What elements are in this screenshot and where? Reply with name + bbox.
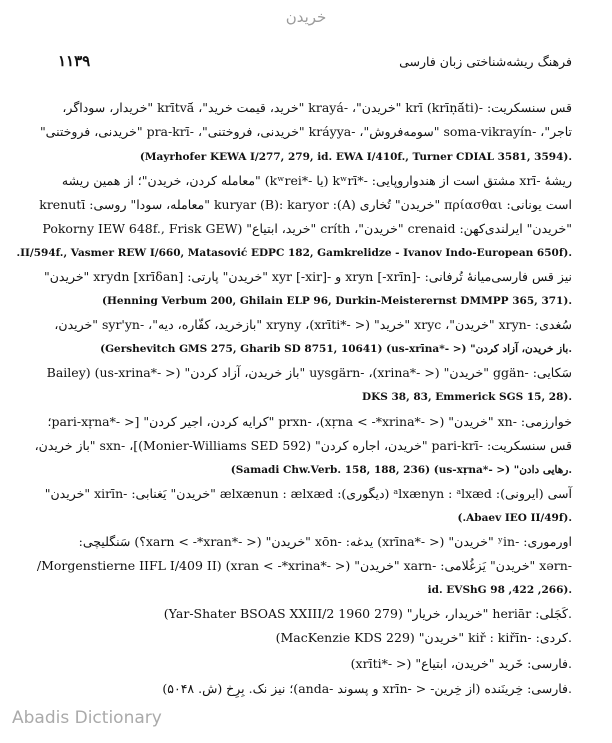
reference-line: .باز خریدن، آزاد کردن" (< -*us-xrīna) (Gershevitch GMS 275, Gharib SD 8751, 10641) [100,343,572,355]
text-line: ریشهٔ -xrī مشتق است از هندواروپایی: -*kʷrī (یا -*kʷrei) "معامله کردن، خریدن"؛ از همین ریشه [61,173,572,188]
watermark: Abadis Dictionary [12,708,162,728]
text-line: آسی (ایرونی): ᵃlxænyn : ᵃlxæd (دیگوری): ælxænun : ælxæd "خریدن" یَغنابی: -xirīn "خریدن" [44,486,572,501]
reference-line: .(II/594f., Vasmer REW I/660, Matasović EDPC 182, Gamkrelidze - Ivanov Indo-European 650f. [16,247,572,259]
text-line: سَکایی: -ggän "خریدن" (< -*xrina)، -uysgärn "باز خریدن، آزاد کردن" (< -*us-xrina) (Bailey [46,365,572,380]
text-line: خوارزمی: -xn "خریدن" (< -*xṛna < -*xrina)، -prxn "کرایه کردن، اجیر کردن" [< -*pari-xṛna؛ [47,414,572,429]
reference-line: .(266, 422, id. EVShG 98 [427,584,572,596]
text-line: .کَجَلی: heriār "خریدار، خریار" (Yar-Shater BSOAS XXIII/2 1960 279) [163,606,572,621]
entry-title: خریدن [285,8,327,26]
text-line: قس سنسکریت: -krī (krīṇā́ti) "خریدن"، -krayá "خرید، قیمت خرید"، krītvā́ "خریدار، سوداگر، [62,100,572,115]
text-line: اورموری: -ʸin "خریدن" (< -*xrīna) یدغه: -xōn "خریدن" (< -*xarn < -*xran؟) سَنگلیچی: [78,534,572,549]
text-line: نیز قس فارسی‌میانهٔ تُرفانی: -xryn [-xrīn] و -xyr [-xir] "خریدن" پارتی: xrydn [xrīδan] "خریدن" [43,269,572,284]
text-line: تاجر"، -soma-vikrayín "سومه‌فروش"، -kráyya "خریدنی، فروختنی"، -pra-krī "خریدنی، فروختنی" [39,124,572,139]
reference-line: .(Mayrhofer KEWA I/277, 279, id. EWA I/410f., Turner CDIAL 3581, 3594) [139,151,572,163]
text-line: .فارسی: خِرینَنده (از خِرین- < -xrīn و پسوند -anda)؛ نیز نک. بِرِخ (ش. ۵۰۴۸) [162,681,572,696]
reference-line: .(Henning Verbum 200, Ghilain ELP 96, Durkin-Meisterernst DMMPP 365, 371) [102,295,572,307]
text-line: است یونانی: πρίασθαι "خریدن" تُخاری (A): kuryar (B): karyor "معامله، سودا" روسی: krenutī [39,197,572,212]
text-line: سُغدی: -xryn "خریدن"، xryc "خرید" (< -*xrīti)، xryny "بازخرید، کفّاره، دیه"، -syr'yn "خریدن، [54,317,572,332]
text-line: قس سنسکریت: -pari-krī "خریدن، اجاره کردن" (Monier-Williams SED 592)]، -sxn "باز خریدن، [34,438,572,453]
page-number: ۱۱۳۹ [58,52,91,70]
running-title: فرهنگ ریشه‌شناختی زبان فارسی [399,54,572,69]
text-line: -xərn "خریدن" یَزغُلامی: -xarn "خریدن" (< -*xran < -*xrina) (Morgenstierne IIFL I/409 II/ [36,558,572,573]
text-line: "خریدن" ایرلندی‌کهن: crenaid "خریدن"، críth "خرید، ابتیاع" (Pokorny IEW 648f., Frisk GEW [42,221,572,236]
reference-line: .رهایی دادن" (< -*us-xṛna) (Samadi Chw.Verb. 158, 188, 236) [230,464,572,476]
reference-line: .(DKS 38, 83, Emmerick SGS 15, 28 [361,391,572,403]
reference-line: .(Abaev IEO II/49f.) [457,512,572,524]
text-line: .کردی: -kiř : kiřīn "خریدن" (MacKenzie KDS 229) [275,630,572,645]
text-line: .فارسی: خَرید "خریدن، ابتیاع" (< -*xrīti) [350,656,572,671]
